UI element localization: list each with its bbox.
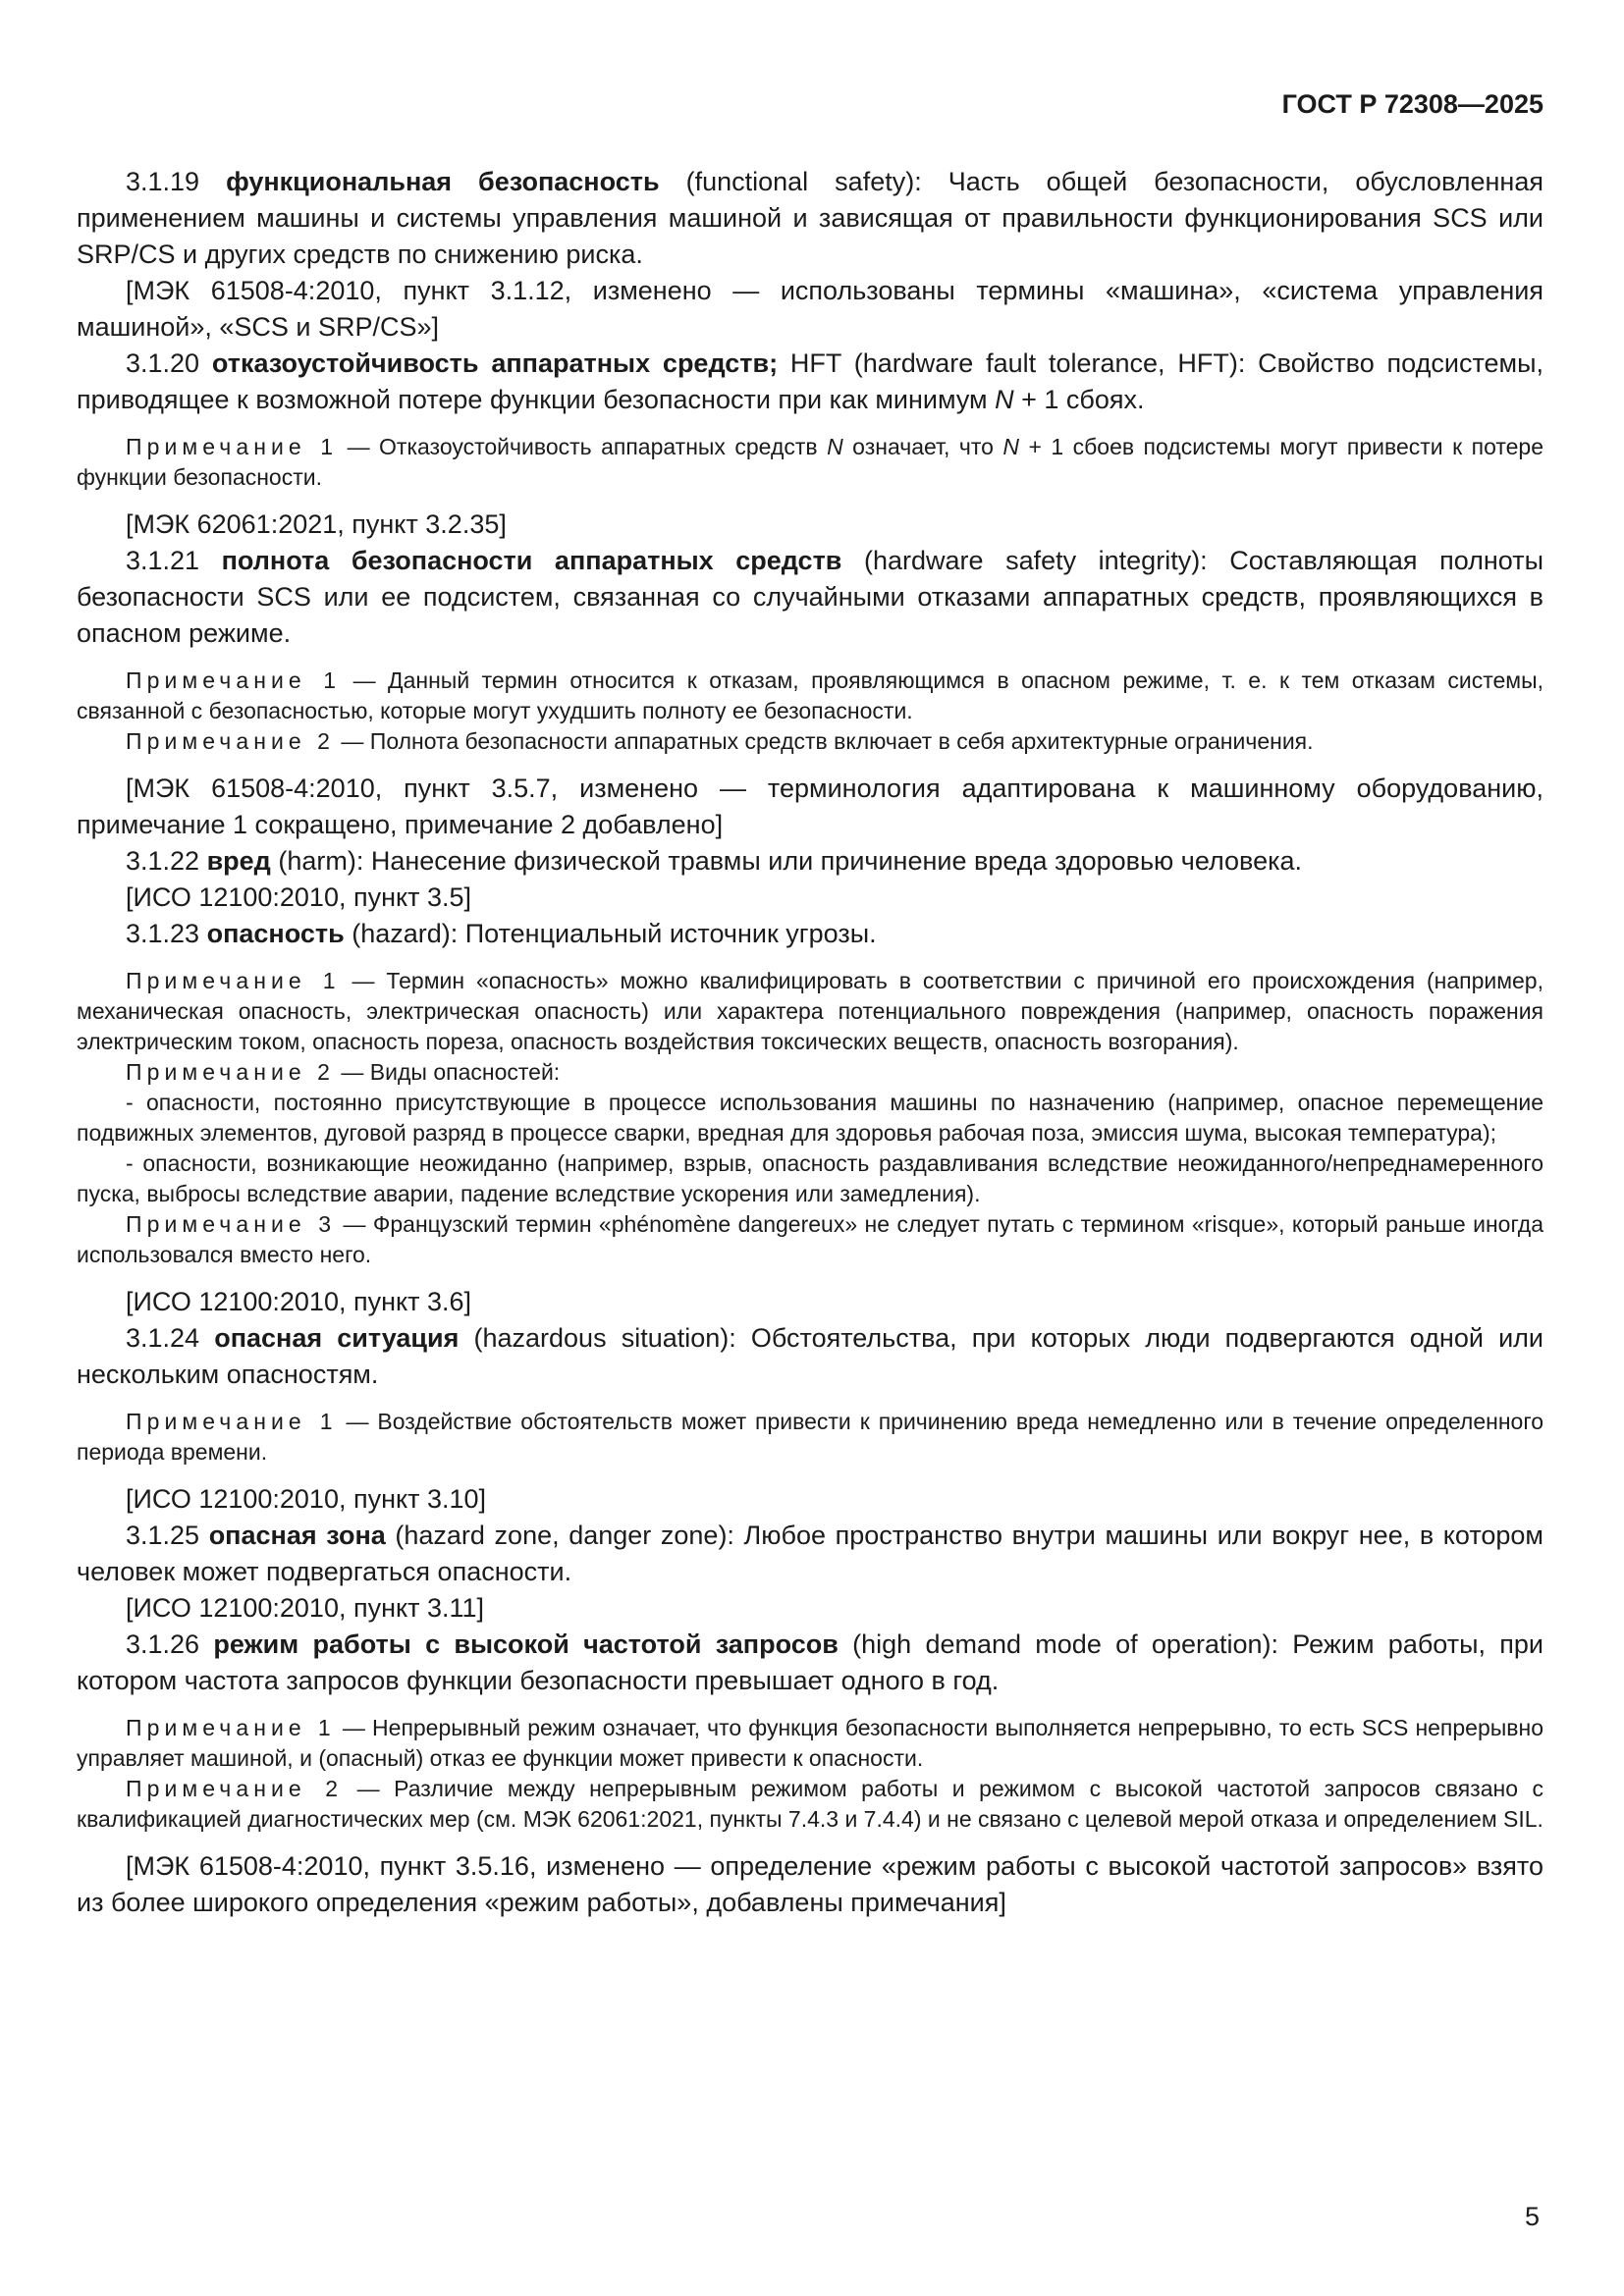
text-run: N — [995, 385, 1014, 414]
document-body — [77, 164, 1543, 1921]
text-run: Примечание 3 — [126, 1211, 337, 1237]
paragraph-source — [77, 771, 1543, 843]
paragraph-note — [77, 432, 1543, 493]
text-run: - опасности, возникающие неожиданно (например, взрыв, опасность раздавливания вследствие неожиданного/непреднамеренного пуска, выбросы вследствие аварии, падение вследствие ускорения или замедления). — [77, 1150, 1543, 1206]
text-run: Примечание 2 — [126, 1059, 336, 1085]
text-run: Примечание 2 — [126, 1776, 344, 1801]
paragraph-term — [77, 1627, 1543, 1699]
text-run: [ИСО 12100:2010, пункт 3.5] — [126, 882, 472, 912]
text-run: [МЭК 61508-4:2010, пункт 3.5.7, изменено — терминология адаптирована к машинному оборудованию, примечание 1 сокращено, примечание 2 добавлено] — [77, 774, 1543, 839]
text-run: [МЭК 61508-4:2010, пункт 3.5.16, изменено — определение «режим работы с высокой частотой запросов» взято из более широкого определения «режим работы», добавлены примечания] — [77, 1851, 1543, 1917]
text-run: [ИСО 12100:2010, пункт 3.11] — [126, 1593, 485, 1623]
document-header — [77, 86, 1543, 123]
text-run: — Воздействие обстоятельств может привести к причинению вреда немедленно или в течение определенного периода времени. — [77, 1409, 1544, 1465]
text-run: 3.1.26 — [126, 1629, 214, 1659]
paragraph-source — [77, 273, 1543, 346]
text-run: опасная зона — [208, 1521, 386, 1550]
text-run: — Данный термин относится к отказам, проявляющимся в опасном режиме, т. е. к тем отказам системы, связанной с безопасностью, которые могут ухудшить полноту ее безопасности. — [77, 667, 1543, 723]
paragraph-term — [77, 916, 1543, 952]
text-run: — Различие между непрерывным режимом работы и режимом с высокой частотой запросов связано с квалификацией диагностических мер (см. МЭК 62061:2021, пункты 7.4.3 и 7.4.4) и не связано с целевой мерой отказа и определением SIL. — [77, 1776, 1543, 1832]
text-run: вред — [206, 846, 271, 876]
text-run: [МЭК 62061:2021, пункт 3.2.35] — [126, 509, 507, 539]
text-run: (hazard zone, danger zone): Любое пространство внутри машины или вокруг нее, в котором человек может подвергаться опасности. — [77, 1521, 1543, 1586]
text-run: Примечание 1 — [126, 667, 342, 693]
text-run: 3.1.20 — [126, 348, 212, 378]
text-run: 3.1.22 — [126, 846, 207, 876]
text-run: (harm): Нанесение физической травмы или причинение вреда здоровью человека. — [270, 846, 1303, 876]
text-run: 3.1.23 — [126, 919, 207, 948]
paragraph-term — [77, 1320, 1543, 1393]
text-run: — Непрерывный режим означает, что функция безопасности выполняется непрерывно, то есть SCS непрерывно управляет машиной, и (опасный) отказ ее функции может привести к опасности. — [77, 1715, 1544, 1771]
paragraph-term — [77, 543, 1543, 652]
text-run: полнота безопасности аппаратных средств — [221, 546, 842, 575]
paragraph-source — [77, 1590, 1543, 1627]
text-run: N — [827, 434, 843, 459]
text-run: (hazard): Потенциальный источник угрозы. — [344, 919, 877, 948]
text-run: (functional safety): Часть общей безопасности, обусловленная применением машины и системы управления машиной и зависящая от правильности функционирования SCS или SRP/CS и других средств по снижению риска. — [77, 167, 1543, 269]
text-run: 3.1.19 — [126, 167, 227, 196]
paragraph-source — [77, 1848, 1543, 1921]
text-run: Примечание 2 — [126, 728, 336, 754]
paragraph-term — [77, 164, 1543, 273]
document-number: ГОСТ Р 72308—2025 — [1281, 89, 1543, 119]
paragraph-note-item — [77, 1088, 1543, 1148]
paragraph-source — [77, 1284, 1543, 1320]
text-run: Примечание 1 — [126, 434, 339, 459]
page-number: 5 — [1524, 2202, 1540, 2231]
text-run: [МЭК 61508-4:2010, пункт 3.1.12, изменено — использованы термины «машина», «система управления машиной», «SCS и SRP/CS»] — [77, 276, 1543, 342]
text-run: Примечание 1 — [126, 1715, 336, 1740]
text-run: + 1 сбоев подсистемы могут привести к потере функции безопасности. — [77, 434, 1544, 490]
text-run: Примечание 1 — [126, 968, 341, 993]
paragraph-note — [77, 1057, 1543, 1088]
paragraph-term — [77, 346, 1543, 418]
text-run: N — [1002, 434, 1020, 459]
text-run: 3.1.25 — [126, 1521, 209, 1550]
paragraph-term — [77, 1518, 1543, 1590]
paragraph-note — [77, 1209, 1543, 1270]
text-run: — Виды опасностей: — [335, 1059, 561, 1085]
text-run: опасная ситуация — [214, 1323, 460, 1353]
text-run: - опасности, постоянно присутствующие в процессе использования машины по назначению (например, опасное перемещение подвижных элементов, дуговой разряд в процессе сварки, вредная для здоровья рабочая поза, эмиссия шума, высокая температура); — [77, 1090, 1543, 1146]
paragraph-note-item — [77, 1148, 1543, 1209]
text-run: (high demand mode of operation): Режим работы, при котором частота запросов функции безопасности превышает одного в год. — [77, 1629, 1543, 1695]
text-run: 3.1.24 — [126, 1323, 215, 1353]
paragraph-source — [77, 880, 1543, 916]
text-run: — Полнота безопасности аппаратных средств включает в себя архитектурные ограничения. — [335, 728, 1314, 754]
text-run: функциональная безопасность — [226, 167, 660, 196]
paragraph-note — [77, 1774, 1543, 1835]
paragraph-source — [77, 1481, 1543, 1518]
paragraph-note — [77, 966, 1543, 1057]
text-run: HFT (hardware fault tolerance, HFT): Свойство подсистемы, приводящее к возможной потере функции безопасности при как минимум — [77, 348, 1543, 414]
paragraph-note — [77, 1407, 1543, 1468]
text-run: означает, что — [842, 434, 1003, 459]
text-run: отказоустойчивость аппаратных средств; — [211, 348, 779, 378]
text-run: (hazardous situation): Обстоятельства, при которых люди подвергаются одной или нескольким опасностям. — [77, 1323, 1543, 1389]
text-run: 3.1.21 — [126, 546, 222, 575]
text-run: — Французский термин «phénomène dangereux» не следует путать с термином «risque», который раньше иногда использовался вместо него. — [77, 1211, 1544, 1267]
paragraph-note — [77, 1713, 1543, 1774]
text-run: [ИСО 12100:2010, пункт 3.10] — [126, 1484, 487, 1514]
text-run: (hardware safety integrity): Составляющая полноты безопасности SCS или ее подсистем, связанная со случайными отказами аппаратных средств, проявляющихся в опасном режиме. — [77, 546, 1543, 648]
text-run: — Термин «опасность» можно квалифицировать в соответствии с причиной его происхождения (например, механическая опасность, электрическая опасность) или характера потенциального повреждения (например, опасность поражения электрическим током, опасность пореза, опасность воздействия токсических веществ, опасность возгорания). — [77, 968, 1543, 1054]
text-run: режим работы с высокой частотой запросов — [213, 1629, 839, 1659]
paragraph-note — [77, 726, 1543, 757]
paragraph-term — [77, 843, 1543, 880]
text-run: — Отказоустойчивость аппаратных средств — [338, 434, 828, 459]
paragraph-note — [77, 666, 1543, 726]
text-run: + 1 сбоях. — [1013, 385, 1145, 414]
text-run: опасность — [206, 919, 345, 948]
text-run: [ИСО 12100:2010, пункт 3.6] — [126, 1287, 472, 1316]
paragraph-source — [77, 507, 1543, 543]
text-run: Примечание 1 — [126, 1409, 338, 1434]
